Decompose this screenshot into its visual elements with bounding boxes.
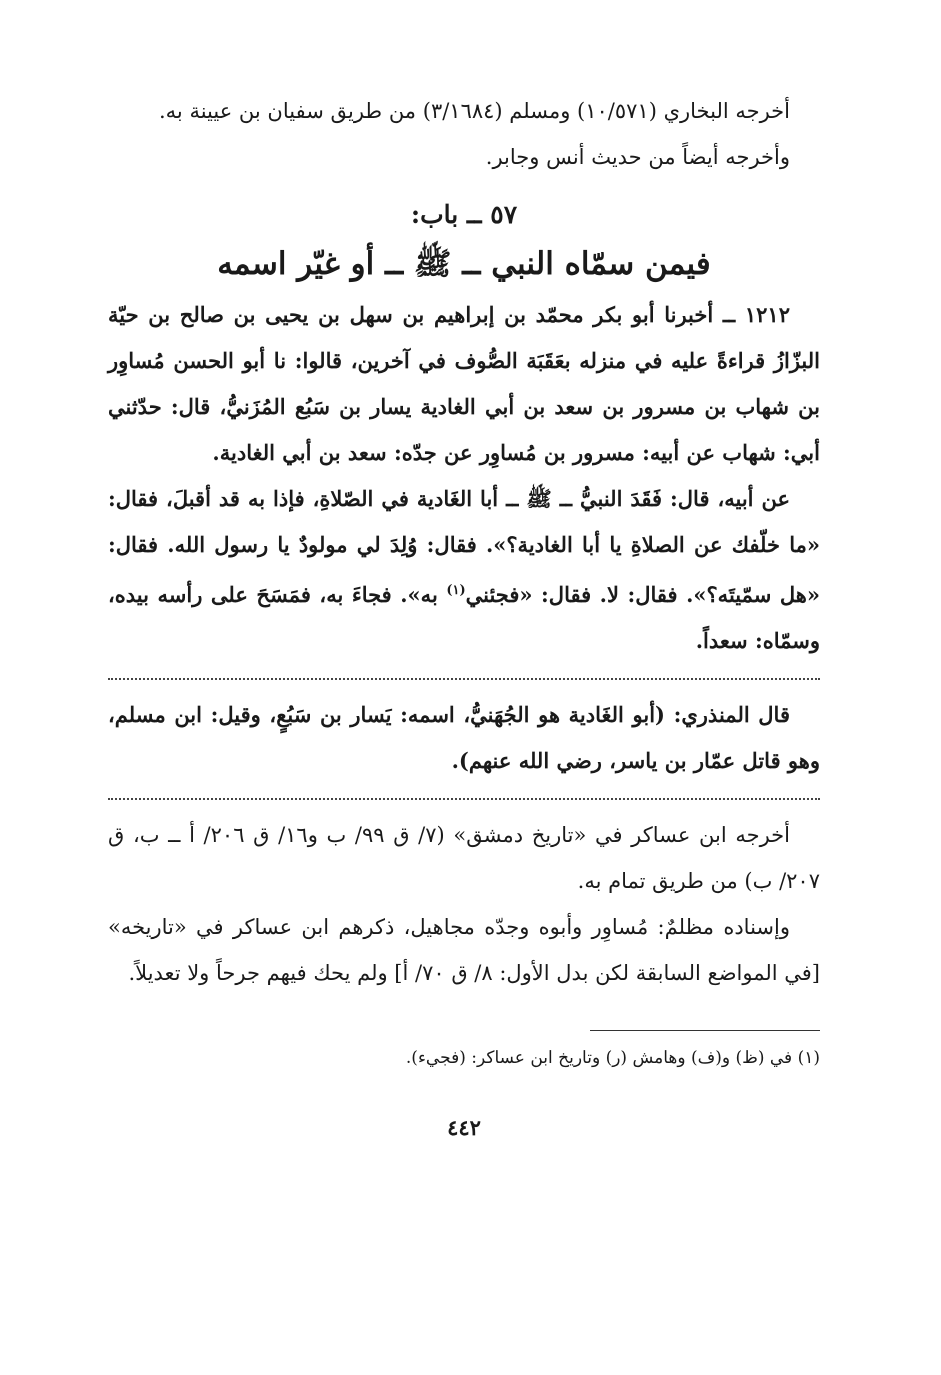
chapter-number: ٥٧ ــ باب: bbox=[410, 200, 518, 229]
page-body bbox=[108, 88, 820, 1140]
isnad-assessment: وإسناده مظلمٌ: مُساوِر وأبوه وجدّه مجاهيل، ذكرهم ابن عساكر في «تاريخه» [في المواضع السابقة لكن بدل الأول: ٨/ ق ٧٠/ أ] ولم يحك فيهم جرحاً ولا تعديلاً. bbox=[108, 915, 820, 985]
footnote-1: (١) في (ظ) و(ف) وهامش (ر) وتاريخ ابن عساكر: (فجيء). bbox=[405, 1048, 820, 1068]
footnote-rule bbox=[590, 1030, 820, 1031]
takhrij-ibn-asakir: أخرجه ابن عساكر في «تاريخ دمشق» (٧/ ق ٩٩/ ب و١٦/ ق ٢٠٦/ أ ــ ب، ق ٢٠٧/ ب) من طريق تمام به. bbox=[108, 823, 820, 893]
dotted-separator-top bbox=[108, 678, 820, 680]
hadith-matn bbox=[108, 476, 820, 664]
hadith-isnad: ١٢١٢ ــ أخبرنا أبو بكر محمّد بن إبراهيم بن سهل بن يحيى بن صالح بن حيّة البزّازُ قراءةً عليه في منزله بعَقَبَة الصُّوف في آخرين، قالوا: نا أبو الحسن مُساوِر بن شهاب بن مسرور بن سعد بن أبي الغادية يسار بن سَبُع المُزَنيُّ، قال: حدّثني أبي: شهاب عن أبيه: مسرور بن مُساوِر عن جدّه: سعد بن أبي الغادية. bbox=[108, 302, 820, 465]
intro-also: وأخرجه أيضاً من حديث أنس وجابر. bbox=[485, 145, 790, 169]
hadith-matn-part1: عن أبيه، قال: فَقَدَ النبيُّ ــ ﷺ ــ أبا الغَادية في الصّلاةِ، فإذا به قد أقبلَ، فقال: «ما خلّفك عن الصلاةِ يا أبا الغادية؟». فقال: وُلِدَ لي مولودٌ يا رسول الله. فقال: «هل سمّيتَه؟». فقال: لا. فقال: «فجئني bbox=[108, 486, 820, 607]
footnote-marker: (١) bbox=[446, 583, 466, 598]
dotted-separator-bottom bbox=[108, 798, 820, 800]
hadith-matn-part2: به». فجاءَ به، فمَسَحَ على رأسه بيده، وسمّاه: سعداً. bbox=[108, 582, 820, 653]
mundhiri-comment: قال المنذري: (أبو الغَادية هو الجُهَنيُّ، اسمه: يَسار بن سَبُعٍ، وقيل: ابن مسلم، وهو قاتل عمّار بن ياسر، رضي الله عنهم). bbox=[108, 702, 820, 773]
chapter-title: فيمن سمّاه النبي ــ ﷺ ــ أو غيّر اسمه bbox=[217, 246, 711, 282]
intro-takhrij: أخرجه البخاري (١٠/٥٧١) ومسلم (٣/١٦٨٤) من طريق سفيان بن عيينة به. bbox=[159, 99, 790, 123]
page-number: ٤٤٢ bbox=[447, 1115, 481, 1140]
